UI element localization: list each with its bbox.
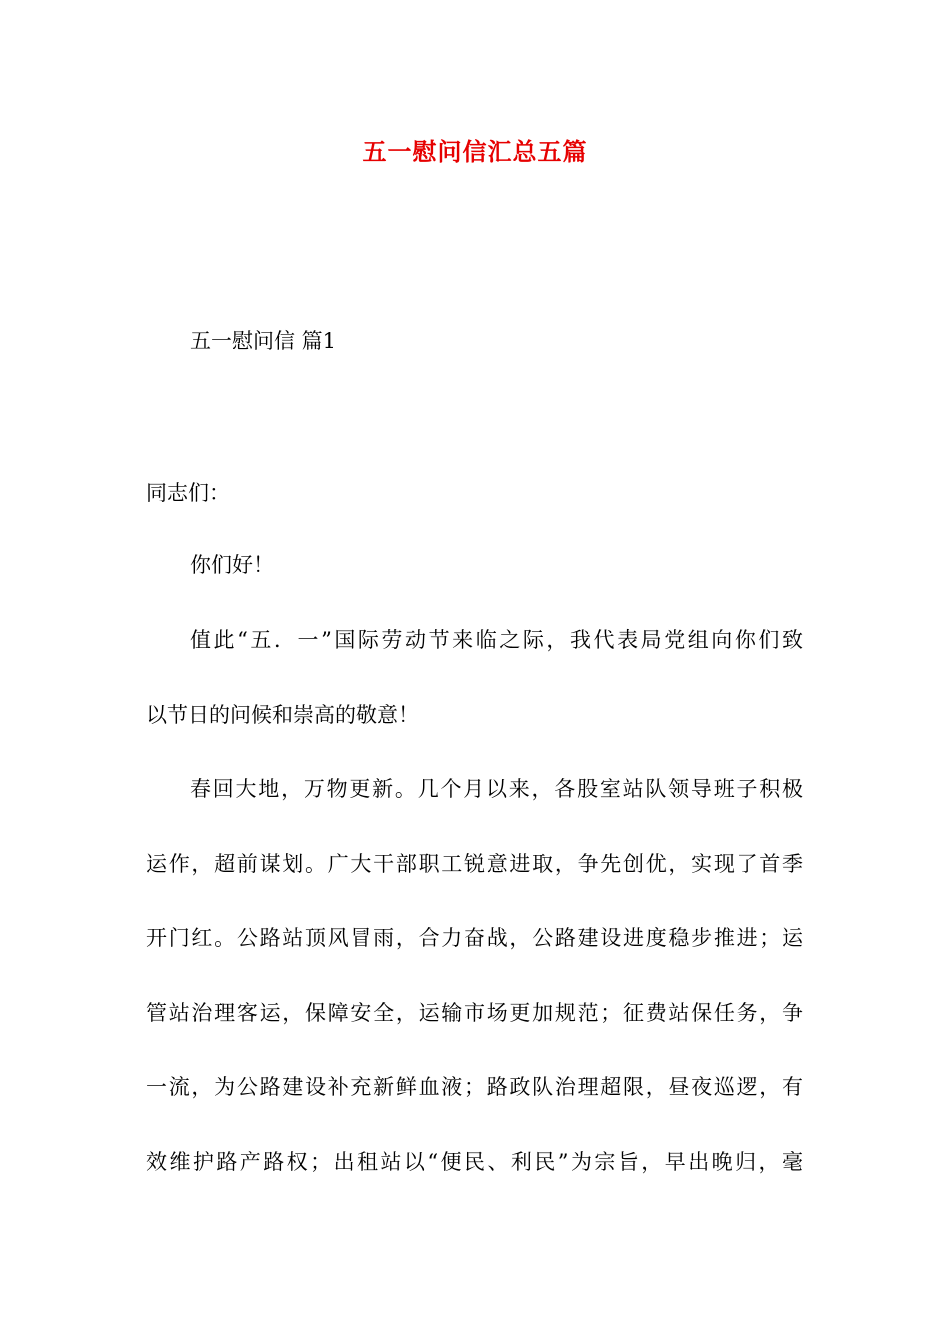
greeting: 你们好！ bbox=[190, 553, 274, 577]
body-line-1: 值此“五．一”国际劳动节来临之际，我代表局党组向你们致 bbox=[190, 628, 803, 652]
body-line-2: 以节日的问候和崇高的敬意！ bbox=[146, 703, 419, 727]
body-line-4: 运作，超前谋划。广大干部职工锐意进取，争先创优，实现了首季 bbox=[146, 852, 803, 876]
document-title: 五一慰问信汇总五篇 bbox=[362, 137, 588, 166]
body-line-8: 效维护路产路权；出租站以“便民、利民”为宗旨，早出晚归，毫 bbox=[146, 1150, 803, 1174]
body-line-5: 开门红。公路站顶风冒雨，合力奋战，公路建设进度稳步推进；运 bbox=[146, 926, 803, 950]
body-line-7: 一流，为公路建设补充新鲜血液；路政队治理超限，昼夜巡逻，有 bbox=[146, 1075, 803, 1099]
salutation: 同志们： bbox=[146, 481, 230, 505]
body-line-6: 管站治理客运，保障安全，运输市场更加规范；征费站保任务，争 bbox=[146, 1001, 803, 1025]
body-line-3: 春回大地，万物更新。几个月以来，各股室站队领导班子积极 bbox=[190, 777, 803, 801]
section-heading: 五一慰问信 篇1 bbox=[190, 329, 337, 353]
